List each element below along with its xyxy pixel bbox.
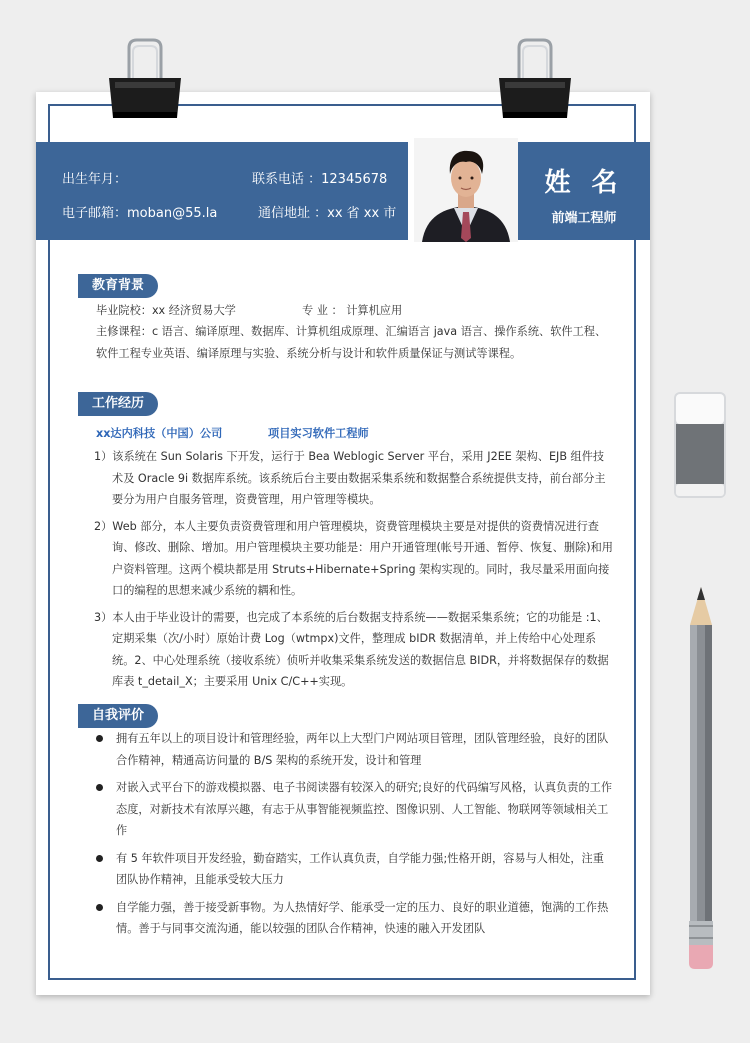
self-eval-item: 有 5 年软件项目开发经验，勤奋踏实，工作认真负责，自学能力强;性格开朗，容易与人相处，注重团队协作精神，且能承受较大压力 xyxy=(94,848,614,891)
resume-paper xyxy=(36,92,650,995)
courses-line-2: 软件工程专业英语、编译原理与实验、系统分析与设计和软件质量保证与测试等课程。 xyxy=(96,347,522,360)
phone-text: 联系电话 ：12345678 xyxy=(252,172,388,187)
school-text: 毕业院校：xx 经济贸易大学 xyxy=(96,304,236,317)
portrait-photo xyxy=(414,138,518,242)
pencil-icon xyxy=(684,585,718,975)
major-text: 专 业 ： 计算机应用 xyxy=(302,304,403,317)
header-info-band xyxy=(36,142,408,240)
company-name: xx达内科技（中国）公司 xyxy=(96,427,223,440)
work-item: 1）该系统在 Sun Solaris 下开发，运行于 Bea Weblogic Server 平台，采用 J2EE 架构、EJB 组件技术及 Oracle 9i 数据库系统。该系统后台主要由数据采集系统和数据整合系统提供支持，前台部分主要分为用户自服务管理，资费管理，用户管理等模块。 xyxy=(94,450,606,506)
self-eval-item: 对嵌入式平台下的游戏模拟器、电子书阅读器有较深入的研究;良好的代码编写风格，认真负责的工作态度，对新技术有浓厚兴趣，有志于从事智能视频监控、图像识别、人工智能、物联网等领域相关工作 xyxy=(94,777,614,842)
section-title-self-eval: 自我评价 xyxy=(78,704,158,728)
binder-clip-icon xyxy=(495,38,575,120)
section-title-education: 教育背景 xyxy=(78,274,158,298)
name-box xyxy=(518,142,650,240)
job-role: 项目实习软件工程师 xyxy=(268,427,369,440)
section-title-work: 工作经历 xyxy=(78,392,158,416)
job-position: 前端工程师 xyxy=(551,211,617,226)
eraser-icon xyxy=(672,390,728,500)
self-eval-items xyxy=(94,728,614,946)
self-eval-item: 拥有五年以上的项目设计和管理经验，两年以上大型门户网站项目管理，团队管理经验，良好的团队合作精神，精通高访问量的 B/S 架构的系统开发，设计和管理 xyxy=(94,728,614,771)
work-item: 2）Web 部分，本人主要负责资费管理和用户管理模块，资费管理模块主要是对提供的资费情况进行查询、修改、删除、增加。用户管理模块主要功能是：用户开通管理(帐号开通、暂停、恢复、删除)和用户资料管理。这两个模块都是用 Struts+Hibernate+Spring 架构实现的。同时，我尽量采用面向接口的编程的思想来减少系统的耦和性。 xyxy=(94,519,613,597)
email-text: 电子邮箱：moban@55.la xyxy=(62,206,218,221)
binder-clip-icon xyxy=(105,38,185,120)
work-item: 3）本人由于毕业设计的需要，也完成了本系统的后台数据支持系统——数据采集系统；它的功能是 :1、定期采集（次/小时）原始计费 Log（wtmpx)文件，整理成 bIDR 数据清单，并上传给中心处理系统。2、中心处理系统（接收系统）侦听并收集采集系统发送的数据信息 BIDR，并将数据保存的数据库表 t_detail_X；主要采用 Unix C/C++实现。 xyxy=(94,610,609,688)
candidate-name: 姓 名 xyxy=(544,168,624,198)
work-items xyxy=(94,446,614,698)
address-text: 通信地址 ：xx 省 xx 市 xyxy=(258,206,397,221)
courses-line-1: 主修课程：c 语言、编译原理、数据库、计算机组成原理、汇编语言 java 语言、操作系统、软件工程、 xyxy=(96,325,607,338)
birth-label: 出生年月： xyxy=(62,172,128,187)
self-eval-item: 自学能力强，善于接受新事物。为人热情好学、能承受一定的压力、良好的职业道德，饱满的工作热情。善于与同事交流沟通，能以较强的团队合作精神，快速的融入开发团队 xyxy=(94,897,614,940)
